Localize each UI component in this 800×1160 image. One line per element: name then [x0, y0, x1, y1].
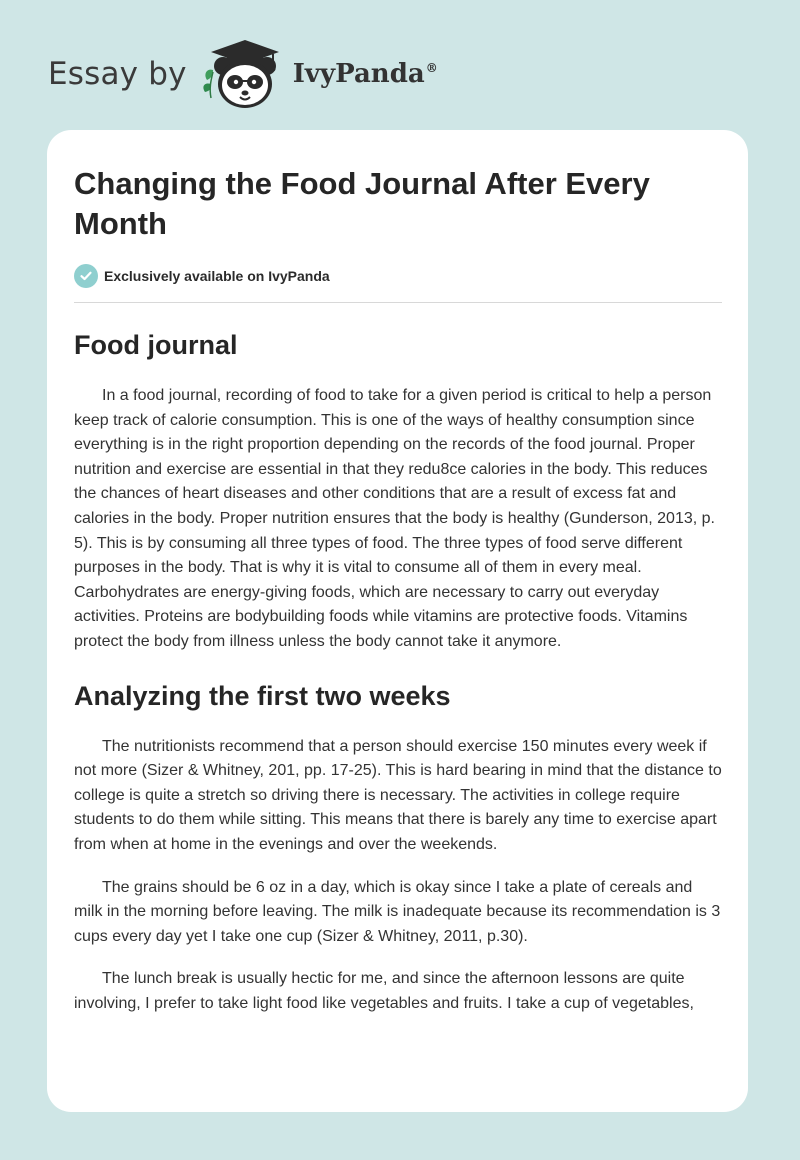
paragraph: In a food journal, recording of food to take for a given period is critical to help a person keep track of calorie consumption. This is one of the ways of healthy consumption since everything is in the right proportion depending on the records of the food journal. Proper nutrition and exercise are essential in that they redu8ce calories in the body. This reduces the chances of heart diseases and other conditions that are a result of excess fat and calories in the body. Proper nutrition ensures that the body is healthy (Gunderson, 2013, p. 5). This is by consuming all three types of food. The three types of food serve different purposes in the body. That is why it is vital to consume all of them in every meal. Carbohydrates are energy-giving foods, which are necessary to carry out everyday activities. Proteins are bodybuilding foods while vitamins are protective foods. Vitamins protect the body from illness unless the body cannot take it anymore.	[74, 387, 715, 650]
paragraph: The lunch break is usually hectic for me, and since the afternoon lessons are quite involving, I prefer to take light food like vegetables and fruits. I take a cup of vegetables,	[74, 970, 694, 1012]
registered-mark: ®	[425, 61, 438, 76]
divider	[74, 302, 722, 303]
exclusive-badge	[74, 264, 722, 288]
paragraph: The nutritionists recommend that a person should exercise 150 minutes every week if not more (Sizer & Whitney, 201, pp. 17-25). This is hard bearing in mind that the distance to college is quite a stretch so driving there is necessary. The activities in college require students to do them while sitting. This means that there is barely any time to exercise apart from when at home in the evenings and over the weekends.	[74, 737, 722, 853]
panda-logo-icon	[201, 36, 289, 112]
section-analyzing-first-two-weeks	[74, 679, 722, 1017]
article-title: Changing the Food Journal After Every Month	[74, 166, 650, 241]
paragraph: The grains should be 6 oz in a day, which is okay since I take a plate of cereals and milk in the morning before leaving. The milk is inadequate because its recommendation is 3 cups every day yet I take one cup (Sizer & Whitney, 2011, p.30).	[74, 878, 721, 945]
article-card	[47, 130, 748, 1112]
section-food-journal	[74, 328, 722, 655]
check-icon	[74, 264, 98, 288]
site-header	[48, 36, 438, 112]
brand-name: IvyPanda®	[292, 59, 438, 89]
badge-label: Exclusively available on IvyPanda	[104, 268, 330, 284]
section-heading: Food journal	[74, 330, 238, 360]
brand-prefix: Essay by	[48, 56, 187, 92]
section-heading: Analyzing the first two weeks	[74, 680, 451, 711]
